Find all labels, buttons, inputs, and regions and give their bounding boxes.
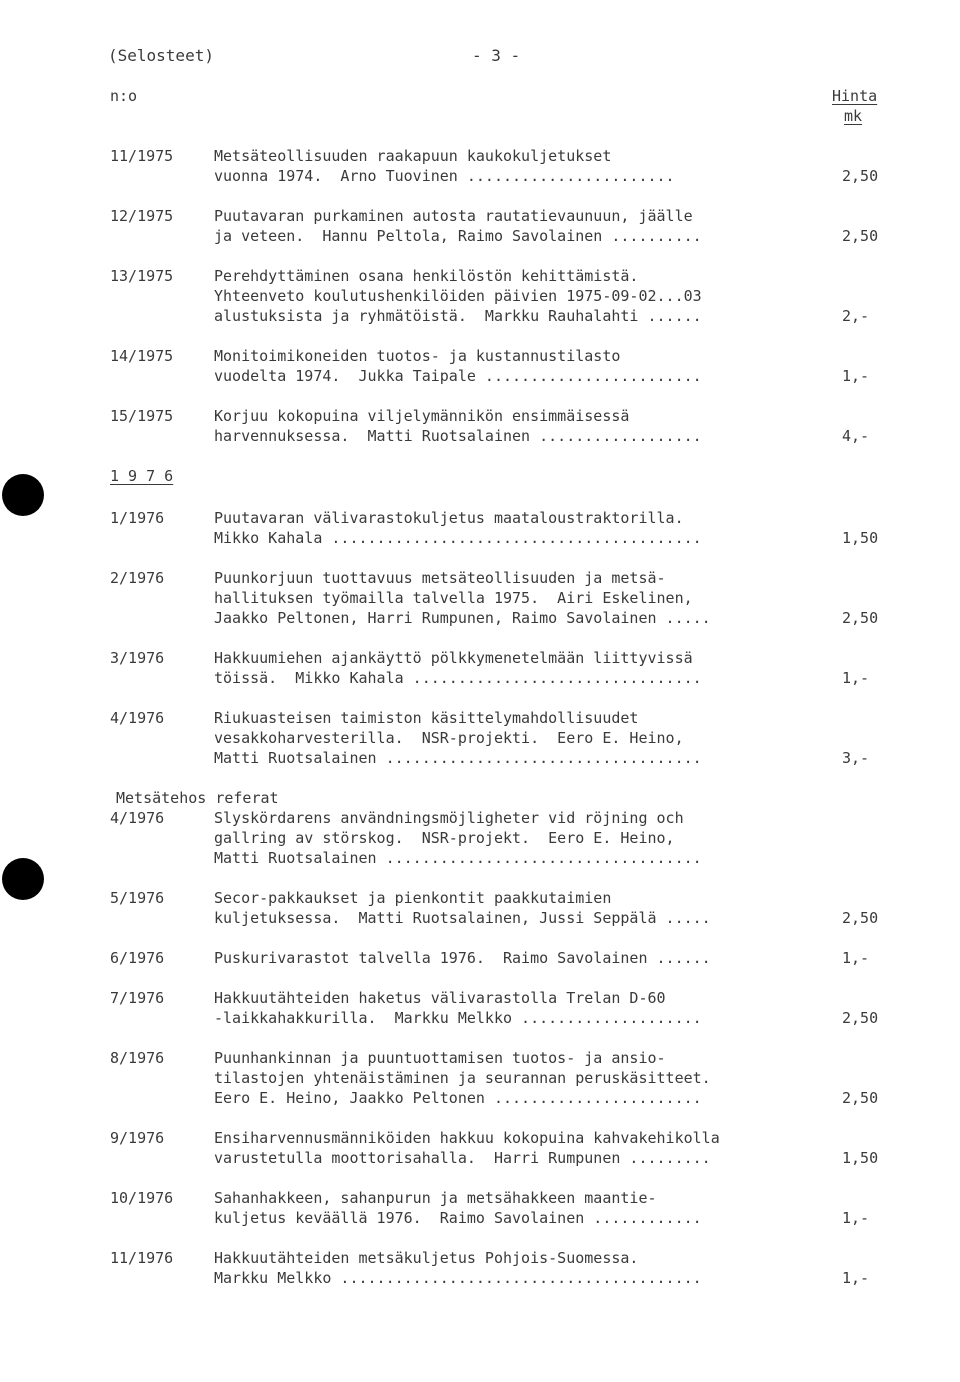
entry-number: 15/1975 — [110, 407, 174, 425]
punch-hole-lower — [2, 858, 44, 900]
entry-price: 2,50 — [842, 227, 879, 245]
entry-line: Markku Melkko ........................................ — [214, 1269, 702, 1287]
price-column-label: Hinta — [832, 87, 878, 105]
entry-price: 1,50 — [842, 529, 879, 547]
entry-number: 13/1975 — [110, 267, 174, 285]
entry-price: 4,- — [842, 427, 870, 445]
punch-hole-upper — [2, 474, 44, 516]
entry-number: 7/1976 — [110, 989, 165, 1007]
entry-line: kuljetus keväällä 1976. Raimo Savolainen ............ — [214, 1209, 702, 1227]
entry-number: 6/1976 — [110, 949, 165, 967]
entry-line: vuodelta 1974. Jukka Taipale ........................ — [214, 367, 702, 385]
entry-line: Ensiharvennusmänniköiden hakkuu kokopuina kahvakehikolla — [214, 1129, 720, 1147]
entry-price: 1,- — [842, 1209, 870, 1227]
entry-line: Puunkorjuun tuottavuus metsäteollisuuden ja metsä- — [214, 569, 666, 587]
entry-line: Sahanhakkeen, sahanpurun ja metsähakkeen maantie- — [214, 1189, 657, 1207]
entry-number: 3/1976 — [110, 649, 165, 667]
entry-line: Puutavaran välivarastokuljetus maataloustraktorilla. — [214, 509, 684, 527]
entry-line: Secor-pakkaukset ja pienkontit paakkutaimien — [214, 889, 612, 907]
entry-price: 1,50 — [842, 1149, 879, 1167]
entry-number: 11/1975 — [110, 147, 174, 165]
entry-line: Eero E. Heino, Jaakko Peltonen ....................... — [214, 1089, 702, 1107]
entry-number: 8/1976 — [110, 1049, 165, 1067]
entry-line: harvennuksessa. Matti Ruotsalainen .................. — [214, 427, 702, 445]
header-title: (Selosteet) — [108, 46, 214, 65]
entry-price: 3,- — [842, 749, 870, 767]
entry-number: 4/1976 — [110, 709, 165, 727]
entry-line: gallring av störskog. NSR-projekt. Eero E. Heino, — [214, 829, 675, 847]
entry-line: Matti Ruotsalainen ................................... — [214, 749, 702, 767]
price-unit-label: mk — [844, 107, 863, 125]
entry-line: vesakkoharvesterilla. NSR-projekti. Eero E. Heino, — [214, 729, 684, 747]
entry-number: 4/1976 — [110, 809, 165, 827]
entry-line: Hakkuutähteiden haketus välivarastolla Trelan D-60 — [214, 989, 666, 1007]
entry-line: Mikko Kahala ......................................... — [214, 529, 702, 547]
entry-line: töissä. Mikko Kahala ................................ — [214, 669, 702, 687]
entry-line: Slyskördarens användningsmöjligheter vid röjning och — [214, 809, 684, 827]
entry-line: Jaakko Peltonen, Harri Rumpunen, Raimo Savolainen ..... — [214, 609, 711, 627]
entry-price: 2,50 — [842, 909, 879, 927]
entry-line: Hakkuutähteiden metsäkuljetus Pohjois-Suomessa. — [214, 1249, 639, 1267]
entry-price: 2,50 — [842, 1009, 879, 1027]
entry-price: 2,- — [842, 307, 870, 325]
entry-line: Matti Ruotsalainen ................................... — [214, 849, 702, 867]
entry-number: 9/1976 — [110, 1129, 165, 1147]
entry-line: Puunhankinnan ja puuntuottamisen tuotos- ja ansio- — [214, 1049, 666, 1067]
entry-line: kuljetuksessa. Matti Ruotsalainen, Jussi Seppälä ..... — [214, 909, 711, 927]
entry-line: Hakkuumiehen ajankäyttö pölkkymenetelmään liittyvissä — [214, 649, 693, 667]
entry-line: Korjuu kokopuina viljelymännikön ensimmäisessä — [214, 407, 630, 425]
entry-line: varustetulla moottorisahalla. Harri Rumpunen ......... — [214, 1149, 711, 1167]
entry-number: 2/1976 — [110, 569, 165, 587]
entry-line: Puutavaran purkaminen autosta rautatievaunuun, jäälle — [214, 207, 693, 225]
entry-line: Monitoimikoneiden tuotos- ja kustannustilasto — [214, 347, 621, 365]
entry-price: 2,50 — [842, 1089, 879, 1107]
entry-line: alustuksista ja ryhmätöistä. Markku Rauhalahti ...... — [214, 307, 702, 325]
entry-price: 2,50 — [842, 609, 879, 627]
section-heading-1976: 1 9 7 6 — [110, 467, 174, 485]
entry-line: Yhteenveto koulutushenkilöiden päivien 1975-09-02...03 — [214, 287, 702, 305]
entry-line: Metsäteollisuuden raakapuun kaukokuljetukset — [214, 147, 612, 165]
entry-number: 1/1976 — [110, 509, 165, 527]
entry-line: vuonna 1974. Arno Tuovinen ....................... — [214, 167, 675, 185]
entry-price: 1,- — [842, 949, 870, 967]
entry-line: hallituksen työmailla talvella 1975. Airi Eskelinen, — [214, 589, 693, 607]
entry-number: 10/1976 — [110, 1189, 174, 1207]
entry-number: 5/1976 — [110, 889, 165, 907]
entry-line: Perehdyttäminen osana henkilöstön kehittämistä. — [214, 267, 639, 285]
entry-price: 1,- — [842, 669, 870, 687]
entry-line: Puskurivarastot talvella 1976. Raimo Savolainen ...... — [214, 949, 711, 967]
entry-number: 12/1975 — [110, 207, 174, 225]
entry-price: 2,50 — [842, 167, 879, 185]
entry-number: 14/1975 — [110, 347, 174, 365]
entry-price: 1,- — [842, 1269, 870, 1287]
entry-line: Riukuasteisen taimiston käsittelymahdollisuudet — [214, 709, 639, 727]
entry-line: ja veteen. Hannu Peltola, Raimo Savolainen .......... — [214, 227, 702, 245]
section-heading-metsatehos-referat: Metsätehos referat — [116, 789, 279, 807]
entry-line: tilastojen yhtenäistäminen ja seurannan peruskäsitteet. — [214, 1069, 711, 1087]
entry-number: 11/1976 — [110, 1249, 174, 1267]
entry-line: -laikkahakkurilla. Markku Melkko .................... — [214, 1009, 702, 1027]
entry-price: 1,- — [842, 367, 870, 385]
page-number: - 3 - — [472, 46, 521, 65]
number-column-label: n:o — [110, 87, 138, 105]
